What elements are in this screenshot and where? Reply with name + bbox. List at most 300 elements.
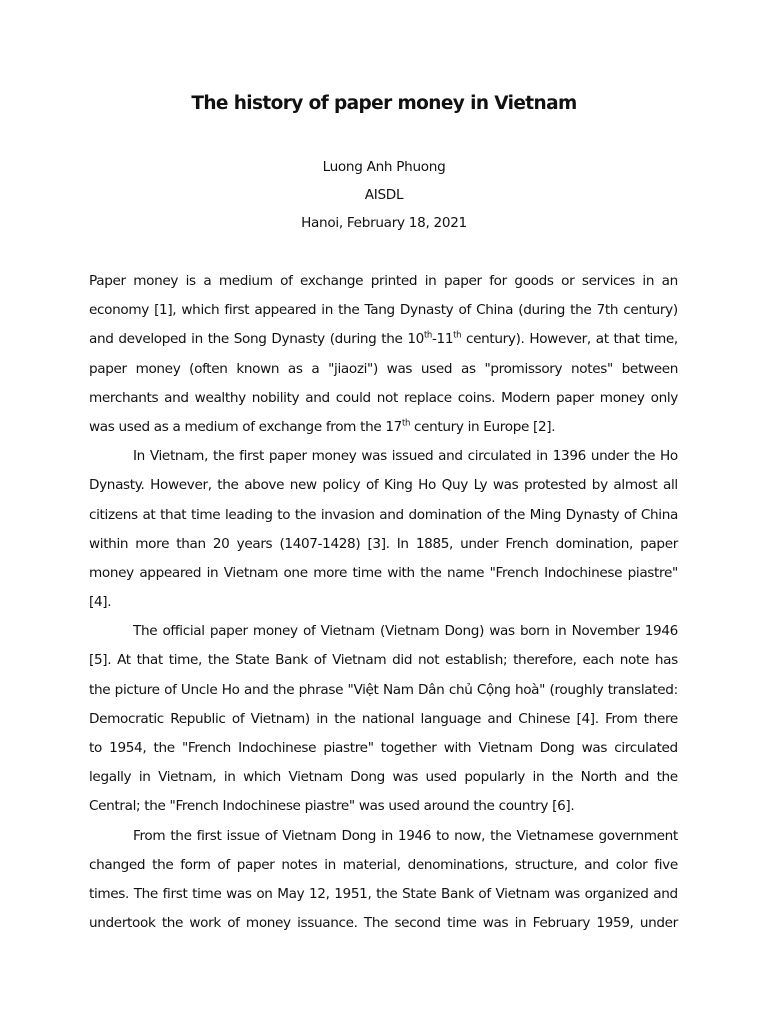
- paragraph-3-line: [89, 734, 678, 763]
- word: organized: [584, 885, 649, 902]
- word: the: [152, 856, 174, 873]
- paragraph-3-line: [89, 617, 678, 646]
- word: not: [418, 652, 440, 669]
- word: to: [436, 827, 450, 844]
- word: 1954,: [109, 740, 147, 756]
- word: the: [207, 331, 229, 348]
- paragraph-1-line: [89, 296, 678, 325]
- word: that: [136, 652, 163, 669]
- word: legally: [89, 769, 132, 786]
- word: structure,: [514, 856, 578, 873]
- word: establish;: [445, 652, 508, 669]
- word: in: [138, 769, 151, 786]
- word: China: [640, 506, 678, 523]
- paragraph-1-line: [89, 325, 678, 354]
- word: At: [117, 652, 131, 669]
- word: "French: [489, 564, 539, 581]
- word: From: [133, 827, 166, 844]
- word: (Vietnam: [380, 623, 440, 640]
- word: "promissory: [484, 360, 563, 377]
- word: in: [324, 856, 336, 873]
- word: the: [503, 506, 525, 523]
- word: exchange: [258, 418, 322, 435]
- word: at: [595, 331, 609, 348]
- word: paper: [209, 623, 248, 640]
- word: the: [338, 302, 360, 319]
- word: the: [490, 827, 512, 844]
- word: under: [590, 448, 629, 465]
- word: than: [176, 535, 206, 552]
- word: in: [536, 448, 548, 465]
- word: goods: [514, 273, 554, 289]
- word: the: [294, 506, 317, 523]
- author-affiliation: AISDL: [364, 187, 404, 203]
- paragraph-1-line: [89, 355, 678, 384]
- word: in: [532, 769, 545, 786]
- word: Dong: [539, 740, 575, 756]
- word: within: [89, 535, 129, 552]
- word: as: [287, 360, 303, 377]
- word: of: [365, 477, 379, 494]
- word: 1946: [397, 827, 432, 844]
- word: Vietnam: [478, 740, 533, 756]
- word: Vietnam: [495, 885, 550, 902]
- paragraph-2-line: [89, 530, 678, 559]
- word: Dân: [418, 681, 445, 698]
- word: Cộng: [476, 681, 511, 698]
- word: time,: [168, 652, 203, 669]
- word: French: [505, 535, 549, 552]
- word: official: [162, 623, 205, 640]
- word: and: [438, 448, 463, 465]
- word: an: [661, 273, 678, 289]
- word: Nam: [382, 681, 414, 698]
- paragraph-2-line: [89, 588, 678, 617]
- word: (roughly: [549, 681, 604, 698]
- word: that: [160, 506, 187, 523]
- word: or: [561, 273, 575, 289]
- word: Chinese: [518, 710, 571, 727]
- word: 1959,: [596, 915, 634, 932]
- word: was: [581, 740, 608, 756]
- word: 1951,: [334, 885, 372, 902]
- word: "Việt: [347, 681, 379, 698]
- word: North: [580, 769, 617, 786]
- word: Dynasty.: [89, 477, 145, 494]
- word: invasion: [320, 506, 375, 523]
- word: Song: [233, 331, 267, 348]
- word: first: [224, 302, 250, 319]
- word: undertook: [89, 915, 156, 932]
- word: notes: [281, 856, 318, 873]
- word: that: [613, 331, 640, 348]
- word: language: [420, 710, 482, 727]
- word: Ho: [418, 477, 437, 494]
- word: used: [420, 360, 453, 377]
- word: five: [654, 856, 678, 873]
- word: century: [414, 418, 464, 435]
- word: However,: [150, 477, 212, 494]
- word: and: [584, 856, 609, 873]
- word: of: [264, 827, 278, 844]
- word: Indochinese: [544, 564, 623, 581]
- word: century).: [466, 331, 525, 348]
- word: The: [133, 623, 158, 640]
- word: State: [235, 652, 270, 669]
- word: work: [189, 915, 221, 932]
- word: of: [217, 856, 230, 873]
- word: the: [656, 769, 678, 786]
- word: medium: [184, 418, 239, 435]
- word: born: [519, 623, 550, 640]
- word: 1396: [552, 448, 586, 465]
- word: printed: [370, 273, 418, 289]
- word: domination: [408, 506, 482, 523]
- word: of: [164, 681, 177, 698]
- word: May: [277, 885, 305, 902]
- word: was: [492, 477, 519, 494]
- word: in: [206, 564, 219, 581]
- word: national: [361, 710, 415, 727]
- word: chủ: [448, 681, 473, 698]
- word: picture: [114, 681, 160, 698]
- word: almost: [613, 477, 658, 494]
- word: Vietnam: [223, 564, 278, 581]
- word: 20: [212, 535, 230, 552]
- paragraph-2-line: [89, 471, 678, 500]
- word: time: [352, 564, 382, 581]
- word: for: [489, 273, 507, 289]
- word: the: [170, 827, 192, 844]
- word: under: [639, 915, 678, 932]
- document-body: [89, 267, 678, 938]
- word: Dynasty: [399, 302, 454, 319]
- paragraph-4-line: [89, 880, 678, 909]
- word: the: [89, 681, 111, 698]
- word: popularly: [464, 769, 525, 786]
- word: economy: [89, 302, 149, 319]
- word: 10th-11th: [407, 330, 462, 348]
- word: as: [460, 360, 476, 377]
- word: Ly: [473, 477, 488, 494]
- word: in: [321, 302, 333, 319]
- word: the: [360, 418, 382, 435]
- word: medium: [218, 273, 273, 289]
- word: circulated: [467, 448, 532, 465]
- word: the: [376, 885, 398, 902]
- word: translated:: [607, 681, 678, 698]
- word: of: [478, 885, 491, 902]
- word: now,: [454, 827, 486, 844]
- word: the: [217, 477, 239, 494]
- word: time: [447, 915, 477, 932]
- word: has: [654, 652, 678, 669]
- word: the: [153, 740, 175, 756]
- word: leading: [224, 506, 273, 523]
- document-title: The history of paper money in Vietnam: [191, 93, 577, 114]
- word: of: [313, 652, 327, 669]
- word: a: [172, 418, 181, 435]
- word: in: [191, 331, 203, 348]
- word: was: [489, 623, 515, 640]
- word: In: [396, 535, 409, 552]
- word: times.: [89, 885, 130, 902]
- word: century): [623, 302, 678, 319]
- word: piastre": [323, 740, 374, 756]
- word: "French: [181, 740, 231, 756]
- word: 12,: [308, 885, 330, 902]
- word: of: [458, 302, 471, 319]
- word: note: [619, 652, 649, 669]
- word: Modern: [501, 389, 551, 406]
- word: time,: [644, 331, 678, 348]
- word: hoà": [514, 681, 546, 698]
- word: paper: [236, 856, 275, 873]
- word: protested: [523, 477, 587, 494]
- word: Vietnam,: [149, 448, 209, 465]
- word: Quy: [441, 477, 468, 494]
- word: the: [212, 448, 235, 465]
- word: [1],: [154, 302, 177, 319]
- word: Europe: [483, 418, 530, 435]
- word: the: [633, 448, 656, 465]
- word: domination,: [555, 535, 634, 552]
- paragraph-1-line: [89, 384, 678, 413]
- word: and: [379, 506, 404, 523]
- word: Indochinese: [238, 740, 317, 756]
- word: therefore,: [513, 652, 577, 669]
- word: was: [89, 418, 115, 435]
- paragraph-2-line: [89, 559, 678, 588]
- word: phrase: [298, 681, 344, 698]
- word: under: [460, 535, 499, 552]
- word: "French: [169, 798, 219, 815]
- word: paper: [443, 273, 482, 289]
- word: Dong: [341, 827, 377, 844]
- paragraph-1-line: [89, 267, 678, 296]
- word: government: [598, 827, 678, 844]
- word: [3].: [367, 535, 390, 552]
- word: issuance.: [297, 915, 358, 932]
- word: Democratic: [89, 710, 164, 727]
- word: issued: [391, 448, 434, 465]
- word: of: [302, 623, 316, 640]
- word: the: [161, 915, 184, 932]
- word: as: [153, 418, 169, 435]
- word: replace: [403, 389, 452, 406]
- word: Vietnam): [250, 710, 310, 727]
- word: by: [591, 477, 608, 494]
- word: name: [446, 564, 485, 581]
- word: was: [226, 885, 252, 902]
- word: [5].: [89, 652, 112, 669]
- word: was: [358, 798, 385, 815]
- word: In: [133, 448, 145, 465]
- word: "jiaozi"): [328, 360, 378, 377]
- word: (1407-1428): [279, 535, 361, 552]
- word: did: [392, 652, 413, 669]
- word: between: [621, 360, 678, 377]
- word: 17th: [385, 418, 410, 435]
- word: appeared: [139, 564, 202, 581]
- word: first: [196, 827, 222, 844]
- paragraph-3-line: [89, 763, 678, 792]
- word: not: [376, 389, 398, 406]
- word: of: [623, 506, 637, 523]
- word: could: [335, 389, 371, 406]
- paragraph-2-line: [89, 501, 678, 530]
- word: only: [650, 389, 678, 406]
- word: which: [243, 769, 281, 786]
- word: from: [325, 418, 357, 435]
- word: years: [236, 535, 273, 552]
- word: developed: [118, 331, 187, 348]
- paragraph-3-line: [89, 646, 678, 675]
- word: circulated: [614, 740, 678, 756]
- word: November: [571, 623, 640, 640]
- word: appeared: [254, 302, 317, 319]
- word: coins.: [457, 389, 496, 406]
- word: at: [142, 506, 156, 523]
- word: Dynasty: [271, 331, 325, 348]
- word: was: [482, 915, 509, 932]
- word: Vietnam: [288, 769, 343, 786]
- word: Ming: [529, 506, 561, 523]
- word: [4].: [576, 710, 599, 727]
- paragraph-3-line: [89, 792, 678, 821]
- word: Vietnam,: [158, 769, 217, 786]
- word: a: [203, 273, 212, 289]
- word: of: [227, 915, 240, 932]
- word: was: [361, 448, 387, 465]
- word: (during: [518, 302, 566, 319]
- word: was: [554, 885, 580, 902]
- word: and: [244, 681, 269, 698]
- word: money: [245, 915, 291, 932]
- word: the: [272, 681, 295, 698]
- word: piastre": [627, 564, 678, 581]
- word: was: [392, 769, 418, 786]
- word: to: [277, 506, 291, 523]
- word: one: [283, 564, 308, 581]
- word: country: [498, 798, 549, 815]
- word: From: [605, 710, 638, 727]
- word: first: [162, 885, 188, 902]
- word: the: [420, 564, 442, 581]
- paragraph-4-line: [89, 851, 678, 880]
- paragraph-3-line: [89, 676, 678, 705]
- word: piastre": [304, 798, 355, 815]
- paragraph-3-line: [89, 705, 678, 734]
- word: Paper: [89, 273, 126, 289]
- word: money: [252, 623, 298, 640]
- word: of: [486, 506, 500, 523]
- word: 1885,: [415, 535, 454, 552]
- word: is: [185, 273, 196, 289]
- word: the: [207, 652, 230, 669]
- word: issue: [226, 827, 260, 844]
- word: on: [256, 885, 273, 902]
- word: (during: [329, 331, 377, 348]
- word: Vietnamese: [516, 827, 594, 844]
- word: and: [164, 389, 189, 406]
- word: and: [624, 769, 649, 786]
- word: with: [443, 740, 472, 756]
- word: used: [388, 798, 420, 815]
- word: policy: [322, 477, 361, 494]
- word: denominations,: [407, 856, 509, 873]
- word: together: [380, 740, 437, 756]
- word: 1946: [644, 623, 678, 640]
- word: merchants: [89, 389, 159, 406]
- word: which: [181, 302, 220, 319]
- word: February: [532, 915, 591, 932]
- word: Ho: [221, 681, 240, 698]
- word: Vietnam: [320, 623, 375, 640]
- word: in: [642, 273, 655, 289]
- word: to: [89, 740, 102, 756]
- paragraph-2-line: [89, 442, 678, 471]
- word: used: [118, 418, 150, 435]
- word: The: [133, 885, 158, 902]
- word: Dong): [444, 623, 485, 640]
- word: new: [289, 477, 317, 494]
- word: in: [467, 418, 480, 435]
- word: [6].: [552, 798, 575, 815]
- word: in: [381, 827, 393, 844]
- word: The: [363, 915, 389, 932]
- word: the: [551, 769, 574, 786]
- word: of: [231, 710, 245, 727]
- word: each: [582, 652, 614, 669]
- author-name: Luong Anh Phuong: [322, 159, 446, 175]
- word: a: [311, 360, 320, 377]
- word: in: [514, 915, 527, 932]
- word: Vietnam: [282, 827, 337, 844]
- word: time: [192, 885, 222, 902]
- word: changed: [89, 856, 146, 873]
- word: Bank: [440, 885, 474, 902]
- word: with: [387, 564, 415, 581]
- word: the: [334, 710, 356, 727]
- word: [2].: [533, 418, 556, 435]
- word: form: [180, 856, 211, 873]
- word: citizens: [89, 506, 138, 523]
- word: and: [89, 331, 114, 348]
- word: all: [663, 477, 678, 494]
- word: the: [570, 302, 592, 319]
- word: money: [599, 389, 645, 406]
- word: time: [190, 506, 221, 523]
- word: in: [223, 769, 236, 786]
- word: the: [381, 331, 403, 348]
- paragraph-4-line: [89, 822, 678, 851]
- word: money: [135, 360, 181, 377]
- word: in: [424, 273, 437, 289]
- word: color: [615, 856, 648, 873]
- word: State: [402, 885, 437, 902]
- word: and: [487, 710, 512, 727]
- word: of: [242, 418, 255, 435]
- word: first: [239, 448, 264, 465]
- word: Republic: [170, 710, 226, 727]
- word: paper: [556, 389, 594, 406]
- word: money: [311, 448, 357, 465]
- word: Central;: [89, 798, 141, 815]
- word: 7th: [596, 302, 619, 319]
- word: Tang: [364, 302, 395, 319]
- word: services: [581, 273, 635, 289]
